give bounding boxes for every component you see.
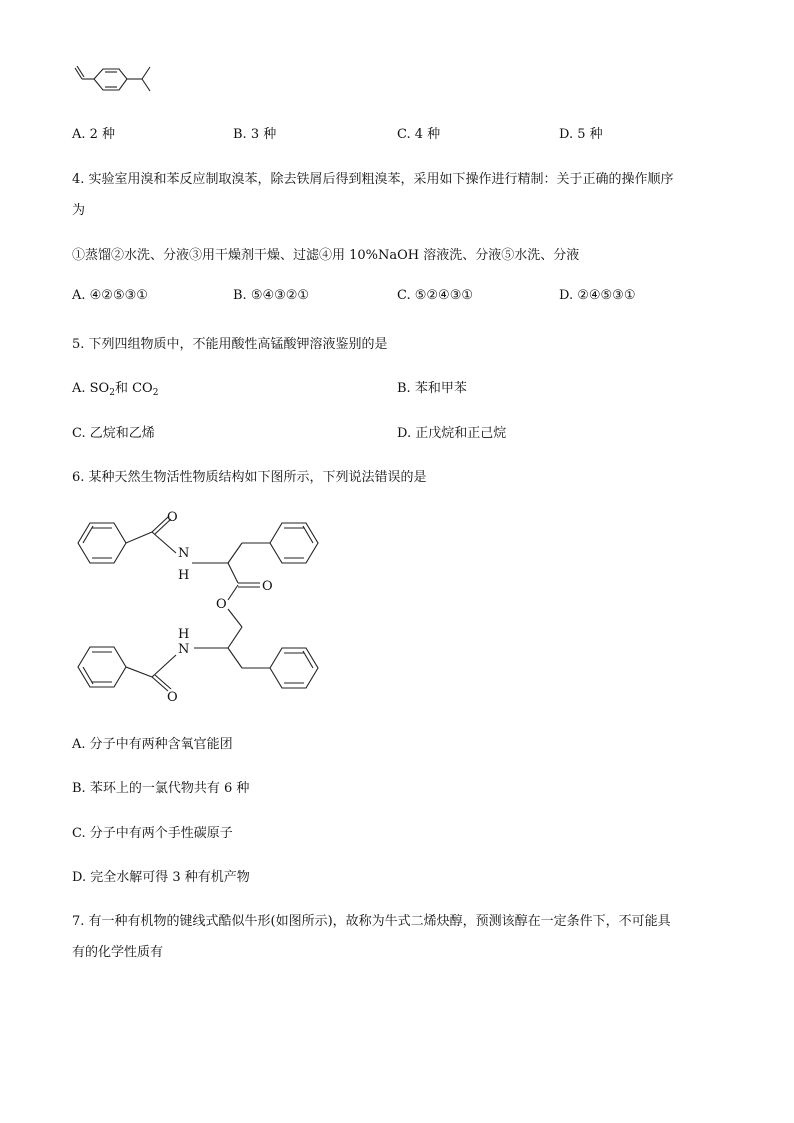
q5-option-a-sub1: 2	[109, 388, 115, 398]
q5-option-d: D. 正戊烷和正己烷	[397, 426, 507, 441]
q5-option-a-sub2: 2	[152, 388, 159, 398]
q6-stem: 6. 某种天然生物活性物质结构如下图所示，下列说法错误的是	[72, 470, 427, 485]
q6-option-b: B. 苯环上的一氯代物共有 6 种	[72, 781, 250, 796]
q4-steps: ①蒸馏②水洗、分液③用干燥剂干燥、过滤④用 10%NaOH 溶液洗、分液⑤水洗、分液	[72, 248, 580, 263]
q7-stem-line2: 有的化学性质有	[72, 945, 164, 960]
q4-option-c: C. ⑤②④③①	[397, 288, 474, 303]
q5-option-c: C. 乙烷和乙烯	[72, 426, 155, 441]
q3-option-a: A. 2 种	[72, 127, 116, 142]
q6-option-d: D. 完全水解可得 3 种有机产物	[72, 870, 250, 885]
q7-stem-line1: 7. 有一种有机物的键线式酷似牛形(如图所示)，故称为牛式二烯炔醇，预测该醇在一定条件下，不可能具	[72, 914, 671, 929]
q5-option-b: B. 苯和甲苯	[397, 381, 467, 396]
q6-structure-diagram	[70, 505, 330, 710]
q5-option-a	[72, 377, 158, 398]
q3-structure-diagram	[70, 62, 165, 107]
q3-option-c: C. 4 种	[397, 127, 441, 142]
q6-atom-o1: O	[167, 510, 178, 525]
q3-option-d: D. 5 种	[559, 127, 603, 142]
q6-atom-h2: H	[178, 627, 190, 642]
q4-option-b: B. ⑤④③②①	[233, 288, 310, 303]
q4-stem-line1: 4. 实验室用溴和苯反应制取溴苯，除去铁屑后得到粗溴苯，采用如下操作进行精制：关于正确的操作顺序	[72, 172, 674, 187]
q5-stem: 5. 下列四组物质中，不能用酸性高锰酸钾溶液鉴别的是	[72, 337, 388, 352]
q5-option-a-prefix: A. SO	[72, 381, 110, 396]
q6-atom-n2: N	[178, 642, 190, 657]
q5-option-a-mid: 和 CO	[114, 381, 153, 396]
q6-option-a: A. 分子中有两种含氧官能团	[72, 737, 233, 752]
q6-atom-o2: O	[262, 579, 273, 594]
q4-option-a: A. ④②⑤③①	[72, 288, 148, 303]
q4-option-d: D. ②④⑤③①	[559, 288, 636, 303]
q4-stem-line2: 为	[72, 203, 86, 218]
q6-atom-o3: O	[216, 597, 227, 612]
q6-atom-o4: O	[167, 690, 178, 705]
q6-option-c: C. 分子中有两个手性碳原子	[72, 826, 233, 841]
q3-option-b: B. 3 种	[233, 127, 277, 142]
q6-atom-n1: N	[178, 546, 190, 561]
q6-atom-h1: H	[178, 568, 190, 583]
